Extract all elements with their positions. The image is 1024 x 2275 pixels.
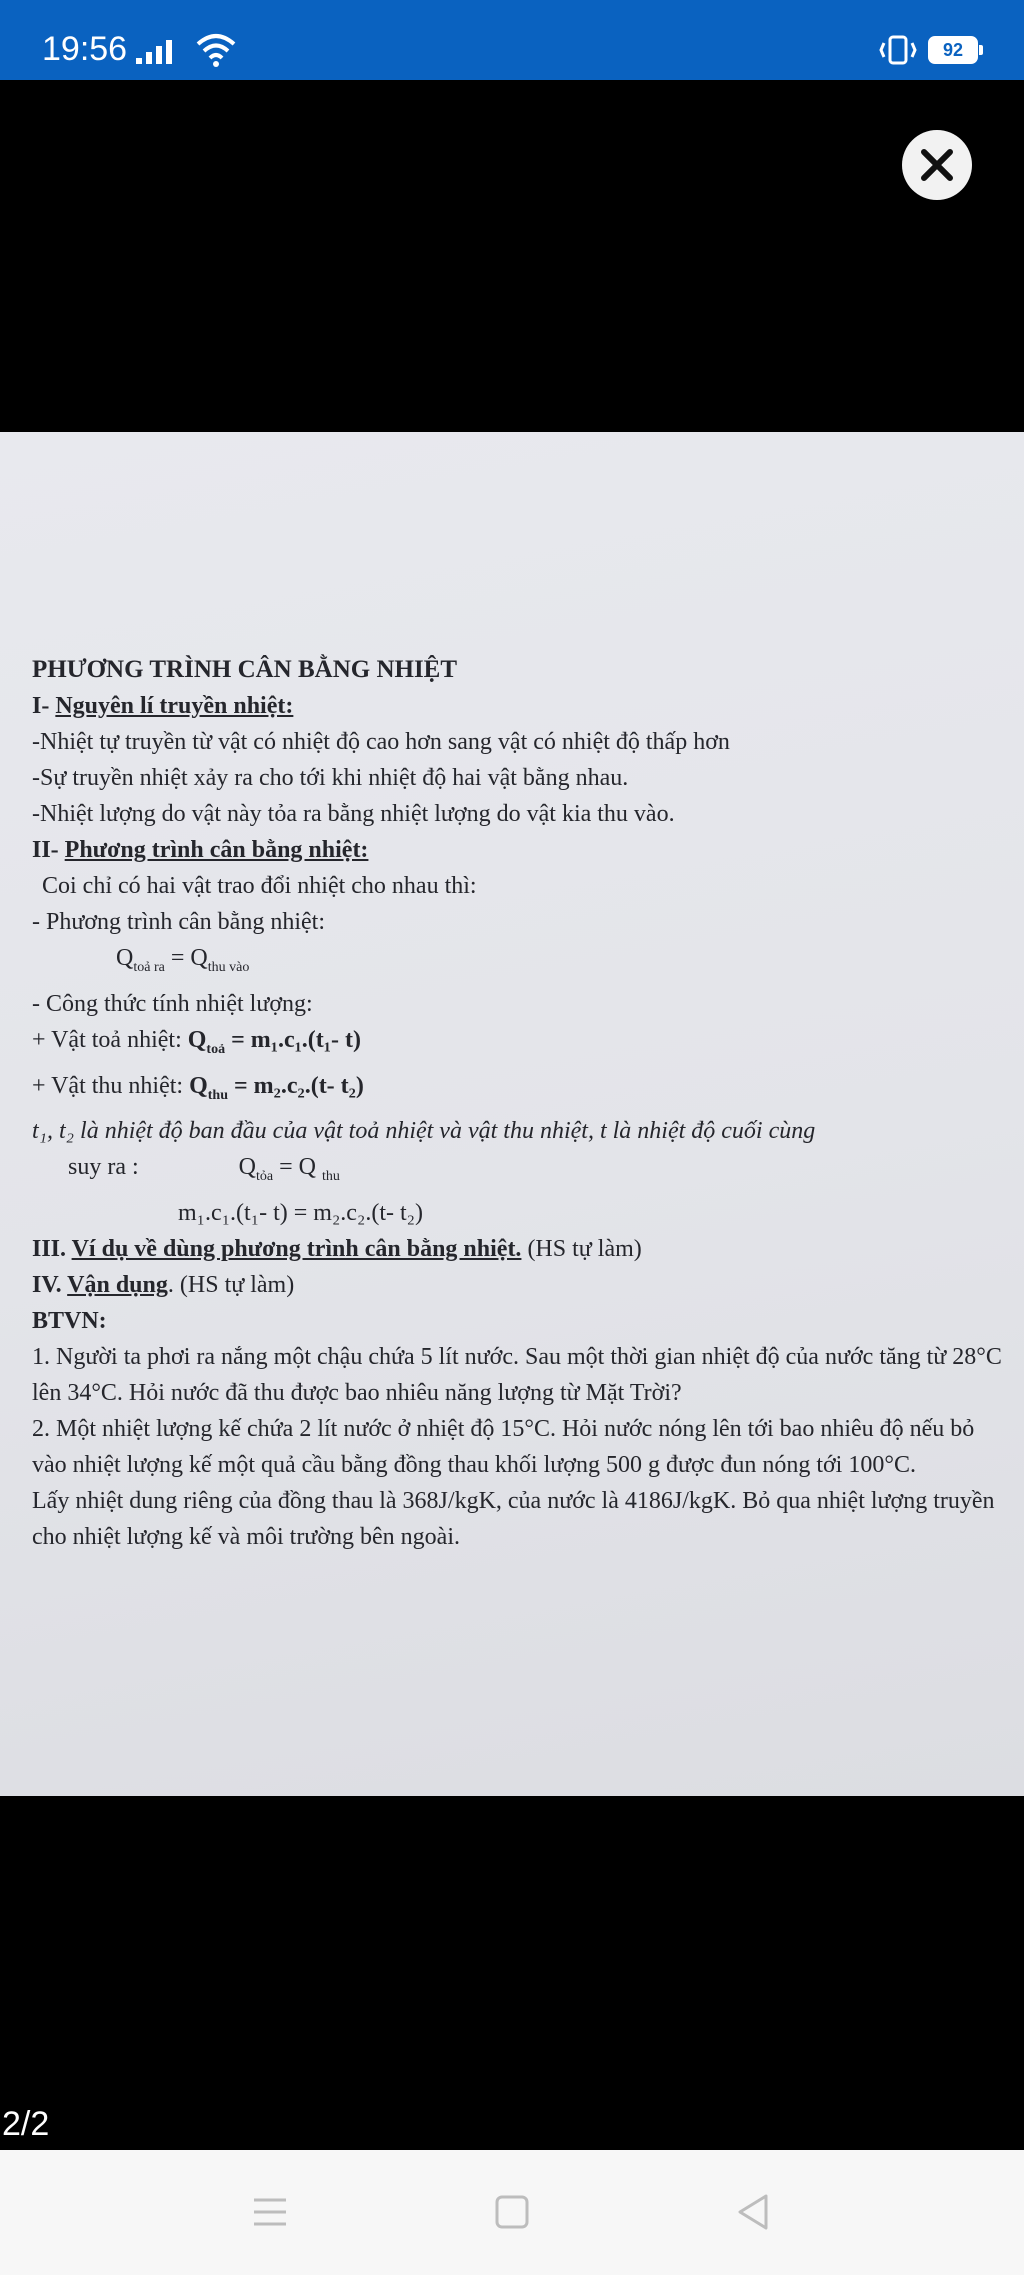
section-3-heading: III. Ví dụ về dùng phương trình cân bằng nhiệt. (HS tự làm) [32,1236,642,1263]
wifi-icon [195,32,237,68]
home-icon[interactable] [492,2192,532,2232]
final-equation: m₁.c₁.(t₁- t) = m₂.c₂.(t- t₂) [178,1200,424,1227]
section-1-line: -Nhiệt lượng do vật này tỏa ra bằng nhiệt lượng do vật kia thu vào. [32,801,675,827]
status-bar [0,0,1024,80]
section-4-heading: IV. Vận dụng. (HS tự làm) [32,1272,295,1299]
document-photo [0,432,1024,1796]
suy-ra-equation: suy ra : $Q_{tỏa} = Q$ $_{thu}$ [68,1154,340,1185]
exercise-2: 2. Một nhiệt lượng kế chứa 2 lít nước ở nhiệt độ 15°C. Hỏi nước nóng lên tới bao nhiêu độ nếu bỏ vào nhiệt lượng kế một quả cầu bằng đồng thau khối lượng 500 g được đun nóng tới 100°C. [32,1416,975,1479]
heat-absorb-formula: + Vật thu nhiệt: $Q_{thu} = m_2.c_2.(t-$ t₂) [32,1072,364,1103]
balance-equation: $Q_{toả ra} = Q_{thu vào}$ [116,945,250,975]
temperature-note: t₁, t₂ là nhiệt độ ban đầu của vật toả nhiệt và vật thu nhiệt, t là nhiệt độ cuối cùng [32,1118,816,1145]
exercise-2-data: Lấy nhiệt dung riêng của đồng thau là 368J/kgK, của nước là 4186J/kgK. Bỏ qua nhiệt lượng truyền cho nhiệt lượng kế và môi trường bên ngoài. [32,1488,995,1551]
close-button[interactable] [902,130,972,200]
document-text [32,652,1002,1555]
section-1-line: -Nhiệt tự truyền từ vật có nhiệt độ cao hơn sang vật có nhiệt độ thấp hơn [32,729,730,755]
page-indicator: 2/2 [2,2105,50,2143]
close-icon [920,148,954,182]
section-1-heading: I- Nguyên lí truyền nhiệt: [32,693,294,719]
doc-title: PHƯƠNG TRÌNH CÂN BẰNG NHIỆT [32,656,458,683]
exercise-1: 1. Người ta phơi ra nắng một chậu chứa 5 lít nước. Sau một thời gian nhiệt độ của nước tăng từ 28°C lên 34°C. Hỏi nước đã thu được bao nhiêu năng lượng từ Mặt Trời? [32,1344,1002,1407]
status-time: 19:56 [42,30,128,68]
navigation-bar [0,2150,1024,2275]
heat-formula-label: - Công thức tính nhiệt lượng: [32,990,313,1017]
vibrate-icon [876,34,920,66]
section-1-line: -Sự truyền nhiệt xảy ra cho tới khi nhiệt độ hai vật bằng nhau. [32,765,629,791]
back-icon[interactable] [734,2192,774,2232]
signal-icon [134,36,182,66]
section-2-heading: II- Phương trình cân bằng nhiệt: [32,837,369,863]
homework-heading: BTVN: [32,1308,107,1335]
balance-equation-label: - Phương trình cân bằng nhiệt: [32,909,325,935]
section-2-intro: Coi chỉ có hai vật trao đổi nhiệt cho nhau thì: [42,873,477,899]
heat-release-formula: + Vật toả nhiệt: $Q_{toả} = m_1.c_1.(t_1-$ t) [32,1026,361,1057]
menu-icon[interactable] [250,2192,290,2232]
battery-icon: 92 [928,36,978,64]
